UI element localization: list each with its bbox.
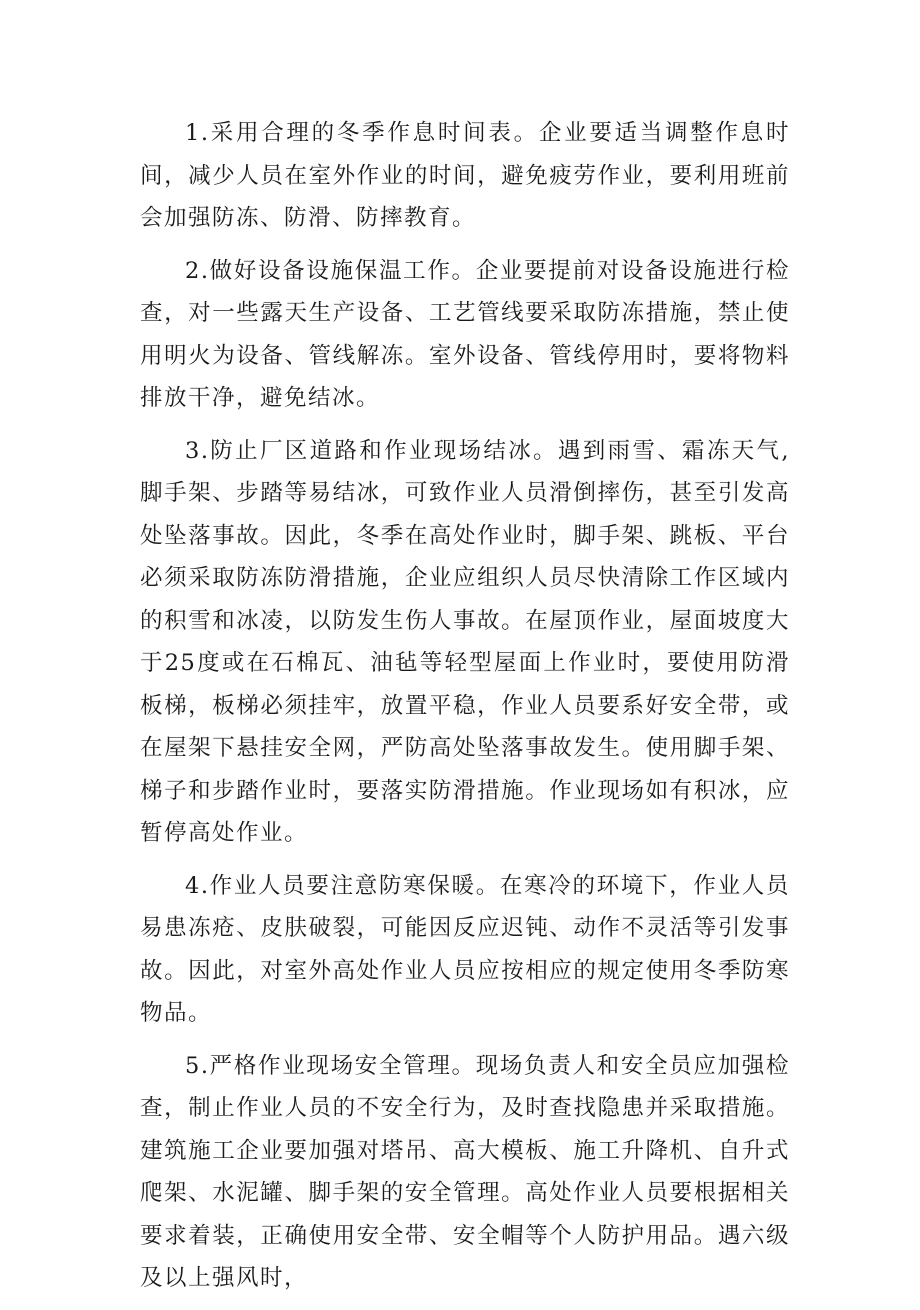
- paragraph-1: 1.采用合理的冬季作息时间表。企业要适当调整作息时间，减少人员在室外作业的时间，避免疲劳作业，要利用班前会加强防冻、防滑、防摔教育。: [140, 120, 790, 231]
- paragraph-2: 2.做好设备设施保温工作。企业要提前对设备设施进行检查，对一些露天生产设备、工艺管线要采取防冻措施，禁止使用明火为设备、管线解冻。室外设备、管线停用时，要将物料排放干净，避免结冰。: [140, 257, 790, 411]
- document-body: [140, 112, 790, 1310]
- paragraph-4: 4.作业人员要注意防寒保暖。在寒冷的环境下，作业人员易患冻疮、皮肤破裂，可能因反应迟钝、动作不灵活等引发事故。因此，对室外高处作业人员应按相应的规定使用冬季防寒物品。: [140, 872, 790, 1026]
- paragraph-5: 5.严格作业现场安全管理。现场负责人和安全员应加强检查，制止作业人员的不安全行为，及时查找隐患并采取措施。建筑施工企业要加强对塔吊、高大模板、施工升降机、自升式爬架、水泥罐、脚手架的安全管理。高处作业人员要根据相关要求着装，正确使用安全带、安全帽等个人防护用品。遇六级及以上强风时，: [140, 1052, 790, 1291]
- paragraph-3: 3.防止厂区道路和作业现场结冰。遇到雨雪、霜冻天气,脚手架、步踏等易结冰，可致作业人员滑倒摔伤，甚至引发高处坠落事故。因此，冬季在高处作业时，脚手架、跳板、平台必须采取防冻防滑措施，企业应组织人员尽快清除工作区域内的积雪和冰凌，以防发生伤人事故。在屋顶作业，屋面坡度大于25度或在石棉瓦、油毡等轻型屋面上作业时，要使用防滑板梯，板梯必须挂牢，放置平稳，作业人员要系好安全带，或在屋架下悬挂安全网，严防高处坠落事故发生。使用脚手架、梯子和步踏作业时，要落实防滑措施。作业现场如有积冰，应暂停高处作业。: [140, 437, 790, 846]
